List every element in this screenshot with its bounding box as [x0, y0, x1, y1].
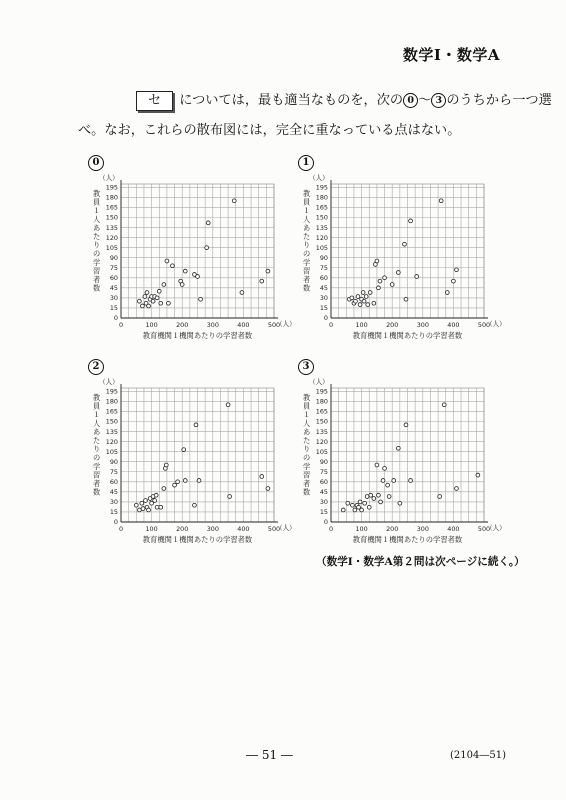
y-axis-label-char: 学 — [303, 257, 311, 267]
data-point — [266, 269, 270, 273]
x-axis-label: 教育機関１機関あたりの学習者数 — [352, 535, 463, 544]
y-axis-label-char: り — [93, 444, 101, 454]
y-axis-label-char: １ — [303, 410, 311, 420]
x-tick-label: 100 — [145, 321, 158, 329]
data-point — [398, 501, 402, 505]
problem-line-2: べ。なお，これらの散布図には，完全に重なっている点はない。 — [78, 123, 461, 138]
y-axis-label-char: 習 — [303, 470, 311, 480]
data-point — [377, 286, 381, 290]
data-point — [147, 508, 151, 512]
y-tick-label: 165 — [315, 203, 328, 212]
data-point — [199, 297, 203, 301]
x-tick-label: 300 — [206, 321, 219, 329]
y-tick-label: 120 — [315, 233, 328, 242]
problem-text-2: のうちから一つ選 — [446, 93, 552, 108]
x-tick-label: 300 — [416, 525, 429, 533]
data-point — [260, 279, 264, 283]
data-point — [369, 493, 373, 497]
y-tick-label: 150 — [315, 417, 328, 426]
y-unit-label: （人） — [99, 174, 119, 182]
y-tick-label: 60 — [319, 478, 328, 486]
y-axis-label-char: 員 — [303, 401, 311, 411]
x-tick-label: 200 — [386, 321, 399, 329]
y-tick-label: 120 — [105, 233, 118, 242]
choice-number-3: 3 — [298, 359, 314, 375]
y-axis-label-char: 人 — [303, 214, 311, 224]
y-axis-label-char: 学 — [303, 461, 311, 471]
data-point — [375, 463, 379, 467]
y-tick-label: 165 — [315, 407, 328, 416]
y-tick-label: 150 — [315, 213, 328, 222]
data-point — [358, 500, 362, 504]
x-unit-label: （人） — [276, 320, 296, 328]
data-point — [396, 271, 400, 275]
y-axis-label-char: 教 — [93, 189, 101, 198]
data-point — [366, 303, 370, 307]
data-point — [367, 505, 371, 509]
y-tick-label: 105 — [315, 243, 328, 252]
data-point — [455, 487, 459, 491]
choice-range-start: 0 — [403, 93, 418, 108]
x-unit-label: （人） — [486, 320, 506, 328]
x-tick-label: 400 — [447, 321, 460, 329]
y-axis-label-char: た — [303, 232, 311, 241]
data-point — [155, 296, 159, 300]
data-point — [240, 291, 244, 295]
y-tick-label: 150 — [105, 417, 118, 426]
y-axis-label-char: １ — [93, 410, 101, 420]
data-point — [377, 493, 381, 497]
page-code: (2104―51) — [450, 750, 506, 761]
y-axis-label-char: 人 — [93, 418, 101, 428]
data-point — [409, 479, 413, 483]
choice-range-end: 3 — [431, 93, 446, 108]
data-point — [404, 297, 408, 301]
y-axis-label — [93, 393, 101, 497]
subject-header: 数学Ⅰ・数学A — [402, 46, 500, 64]
data-point — [167, 301, 171, 305]
data-point — [147, 304, 151, 308]
y-tick-label: 75 — [109, 467, 118, 476]
y-tick-label: 60 — [109, 274, 118, 282]
y-tick-label: 45 — [109, 284, 118, 293]
continue-note: （数学Ⅰ・数学A第２問は次ページに続く。） — [316, 556, 525, 568]
choice-number-2: 2 — [88, 359, 104, 375]
data-point — [383, 276, 387, 280]
y-axis-label-char: 習 — [93, 470, 101, 480]
scatter-plot-0 — [84, 174, 296, 348]
x-tick-label: 0 — [118, 525, 124, 533]
data-point — [415, 275, 419, 279]
data-point — [154, 493, 158, 497]
x-tick-label: 100 — [355, 525, 368, 533]
y-axis-label-char: り — [93, 240, 101, 250]
x-tick-label: 300 — [416, 321, 429, 329]
data-point — [356, 295, 360, 299]
data-point — [445, 291, 449, 295]
y-tick-label: 30 — [319, 498, 328, 507]
x-axis-label: 教育機関１機関あたりの学習者数 — [352, 331, 463, 340]
x-tick-label: 200 — [386, 525, 399, 533]
y-axis-label-char: た — [93, 436, 101, 445]
y-axis-label-char: 数 — [303, 487, 311, 497]
x-tick-label: 500 — [267, 321, 281, 329]
x-tick-label: 400 — [447, 525, 460, 533]
answer-box: セ — [136, 91, 173, 111]
data-point — [386, 483, 390, 487]
y-tick-label: 30 — [109, 498, 118, 507]
x-tick-label: 500 — [477, 525, 491, 533]
y-axis-label-char: 人 — [93, 214, 101, 224]
scatter-plot-2 — [84, 378, 296, 552]
data-point — [197, 479, 201, 483]
y-axis-label-char: 者 — [303, 479, 311, 488]
y-axis-label — [93, 189, 101, 293]
y-unit-label: （人） — [309, 174, 329, 182]
data-point — [134, 503, 138, 507]
y-axis-label-char: り — [303, 240, 311, 250]
y-tick-label: 105 — [105, 447, 118, 456]
y-axis-label-char: 習 — [303, 266, 311, 276]
y-axis-label-char: 員 — [93, 197, 101, 207]
y-axis-label-char: あ — [303, 427, 311, 437]
data-point — [157, 289, 161, 293]
y-tick-label: 45 — [319, 284, 328, 293]
data-point — [365, 495, 369, 499]
data-point — [137, 299, 141, 303]
data-point — [140, 501, 144, 505]
y-axis-label-char: 数 — [93, 283, 101, 293]
data-point — [364, 295, 368, 299]
data-point — [381, 479, 385, 483]
problem-text-1: については，最も適当なものを，次の — [179, 93, 404, 108]
y-unit-label: （人） — [99, 378, 119, 386]
data-point — [378, 279, 382, 283]
y-axis-label-char: た — [303, 436, 311, 445]
data-point — [363, 501, 367, 505]
y-axis-label-char: 人 — [303, 418, 311, 428]
data-point — [232, 199, 236, 203]
grid — [331, 388, 484, 522]
data-point — [180, 283, 184, 287]
y-tick-label: 180 — [315, 397, 328, 406]
y-tick-label: 75 — [109, 263, 118, 272]
page-number: ― 51 ― — [246, 748, 293, 762]
y-tick-label: 90 — [109, 253, 118, 262]
y-axis-label-char: 教 — [93, 393, 101, 402]
data-point — [362, 299, 366, 303]
y-axis-label-char: あ — [93, 427, 101, 437]
data-point — [372, 301, 376, 305]
y-tick-label: 15 — [109, 508, 118, 517]
data-point — [392, 479, 396, 483]
y-tick-label: 165 — [105, 407, 118, 416]
y-axis-label-char: 数 — [93, 487, 101, 497]
data-point — [228, 495, 232, 499]
y-tick-label: 135 — [315, 427, 328, 436]
x-tick-label: 400 — [237, 321, 250, 329]
scatter-plot-3 — [294, 378, 506, 552]
y-axis-label-char: 者 — [93, 479, 101, 488]
y-axis-label-char: 員 — [93, 401, 101, 411]
y-axis-label-char: 習 — [93, 266, 101, 276]
data-point — [354, 299, 358, 303]
x-tick-label: 400 — [237, 525, 250, 533]
data-point — [409, 219, 413, 223]
y-tick-label: 135 — [105, 427, 118, 436]
data-point — [387, 495, 391, 499]
y-unit-label: （人） — [309, 378, 329, 386]
y-tick-label: 180 — [105, 193, 118, 202]
data-point — [183, 479, 187, 483]
data-point — [375, 259, 379, 263]
y-tick-label: 90 — [109, 457, 118, 466]
data-point — [159, 505, 163, 509]
data-point — [358, 303, 362, 307]
data-point — [455, 268, 459, 272]
data-point — [205, 246, 209, 250]
range-tilde: ～ — [418, 93, 432, 108]
data-point — [144, 499, 148, 503]
y-tick-label: 120 — [105, 437, 118, 446]
y-tick-label: 195 — [315, 387, 328, 396]
x-tick-label: 0 — [328, 321, 334, 329]
data-point — [360, 508, 364, 512]
y-axis-label-char: の — [303, 453, 311, 463]
data-point — [155, 505, 159, 509]
data-point — [361, 291, 365, 295]
x-tick-label: 300 — [206, 525, 219, 533]
y-tick-label: 90 — [319, 253, 328, 262]
data-point — [372, 497, 376, 501]
y-axis-label-char: の — [303, 249, 311, 259]
y-tick-label: 195 — [315, 183, 328, 192]
data-point — [176, 480, 180, 484]
y-axis-label-char: あ — [93, 223, 101, 233]
data-point — [137, 508, 141, 512]
x-axis-label: 教育機関１機関あたりの学習者数 — [142, 331, 253, 340]
data-point — [396, 446, 400, 450]
y-tick-label: 15 — [109, 304, 118, 313]
y-tick-label: 180 — [315, 193, 328, 202]
y-axis-label — [303, 393, 311, 497]
data-point — [404, 423, 408, 427]
data-point — [141, 304, 145, 308]
y-axis-label-char: た — [93, 232, 101, 241]
data-point — [173, 483, 177, 487]
data-point — [171, 264, 175, 268]
x-tick-label: 100 — [145, 525, 158, 533]
data-point — [341, 508, 345, 512]
data-point — [383, 467, 387, 471]
y-tick-label: 135 — [315, 223, 328, 232]
choice-number-0: 0 — [88, 155, 104, 171]
data-point — [183, 269, 187, 273]
data-point — [159, 301, 163, 305]
problem-line-1 — [78, 86, 552, 116]
y-tick-label: 90 — [319, 457, 328, 466]
x-axis-label: 教育機関１機関あたりの学習者数 — [142, 535, 253, 544]
data-point — [143, 295, 147, 299]
y-tick-label: 75 — [319, 263, 328, 272]
x-unit-label: （人） — [486, 524, 506, 532]
y-axis-label-char: あ — [303, 223, 311, 233]
x-tick-label: 0 — [118, 321, 124, 329]
y-axis-label-char: 数 — [303, 283, 311, 293]
data-point — [182, 448, 186, 452]
data-point — [350, 296, 354, 300]
y-tick-label: 0 — [113, 518, 118, 527]
scatter-plot-1 — [294, 174, 506, 348]
y-tick-label: 120 — [315, 437, 328, 446]
data-point — [165, 259, 169, 263]
data-point — [162, 283, 166, 287]
choice-number-1: 1 — [298, 155, 314, 171]
y-tick-label: 0 — [323, 314, 328, 323]
data-point — [151, 299, 155, 303]
y-tick-label: 135 — [105, 223, 118, 232]
y-tick-label: 165 — [105, 203, 118, 212]
data-point — [206, 221, 210, 225]
data-point — [403, 242, 407, 246]
data-point — [194, 423, 198, 427]
data-point — [346, 501, 350, 505]
x-tick-label: 500 — [477, 321, 491, 329]
data-point — [439, 199, 443, 203]
data-point — [438, 495, 442, 499]
data-point — [266, 487, 270, 491]
y-tick-label: 45 — [109, 488, 118, 497]
data-point — [145, 291, 149, 295]
y-tick-label: 105 — [105, 243, 118, 252]
data-point — [164, 463, 168, 467]
y-tick-label: 15 — [319, 304, 328, 313]
x-tick-label: 100 — [355, 321, 368, 329]
y-tick-label: 195 — [105, 387, 118, 396]
y-axis-label-char: 教 — [303, 189, 311, 198]
data-point — [162, 487, 166, 491]
y-tick-label: 105 — [315, 447, 328, 456]
data-point — [452, 279, 456, 283]
y-tick-label: 60 — [109, 478, 118, 486]
data-point — [196, 275, 200, 279]
y-axis-label-char: 者 — [93, 275, 101, 284]
x-tick-label: 0 — [328, 525, 334, 533]
problem-statement — [78, 86, 552, 146]
y-tick-label: 45 — [319, 488, 328, 497]
y-axis-label-char: 員 — [303, 197, 311, 207]
data-point — [260, 475, 264, 479]
y-axis-label-char: の — [93, 453, 101, 463]
y-axis-label-char: 者 — [303, 275, 311, 284]
y-tick-label: 195 — [105, 183, 118, 192]
data-point — [442, 403, 446, 407]
y-tick-label: 0 — [113, 314, 118, 323]
data-point — [141, 507, 145, 511]
x-tick-label: 200 — [176, 321, 189, 329]
x-unit-label: （人） — [276, 524, 296, 532]
data-point — [153, 499, 157, 503]
y-tick-label: 75 — [319, 467, 328, 476]
data-point — [368, 291, 372, 295]
data-point — [379, 500, 383, 504]
y-axis-label-char: り — [303, 444, 311, 454]
y-axis-label-char: 教 — [303, 393, 311, 402]
data-point — [226, 403, 230, 407]
y-axis-label-char: １ — [303, 206, 311, 216]
y-axis-label-char: 学 — [93, 257, 101, 267]
data-point — [193, 503, 197, 507]
x-tick-label: 200 — [176, 525, 189, 533]
y-axis-label-char: 学 — [93, 461, 101, 471]
y-tick-label: 60 — [319, 274, 328, 282]
y-tick-label: 150 — [105, 213, 118, 222]
data-point — [390, 283, 394, 287]
data-point — [353, 508, 357, 512]
data-point — [351, 503, 355, 507]
y-tick-label: 0 — [323, 518, 328, 527]
y-tick-label: 15 — [319, 508, 328, 517]
y-axis-label-char: の — [93, 249, 101, 259]
x-tick-label: 500 — [267, 525, 281, 533]
y-axis-label — [303, 189, 311, 293]
y-tick-label: 180 — [105, 397, 118, 406]
y-tick-label: 30 — [319, 294, 328, 303]
data-point — [476, 473, 480, 477]
y-axis-label-char: １ — [93, 206, 101, 216]
y-tick-label: 30 — [109, 294, 118, 303]
